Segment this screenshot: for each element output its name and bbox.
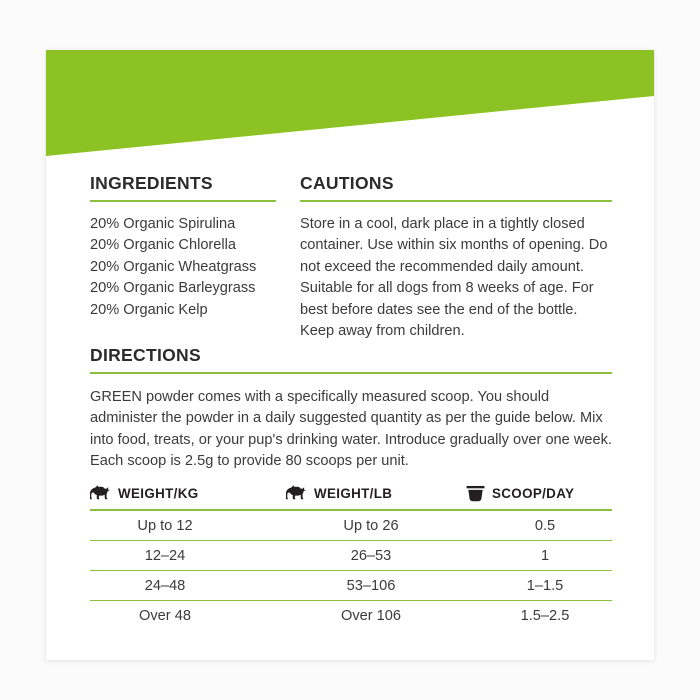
cell-weight-kg: Up to 12	[137, 517, 193, 534]
cell-scoop-day: 1	[540, 547, 550, 564]
dosage-table-wrapper	[90, 477, 612, 630]
dosage-table-body	[90, 510, 612, 630]
column-header-label: WEIGHT/KG	[118, 485, 199, 501]
cell-scoop-day: 0.5	[534, 517, 556, 534]
cell-weight-kg: 12–24	[144, 547, 186, 564]
cell-weight-lb: 26–53	[350, 547, 392, 564]
scoop-icon	[466, 485, 485, 502]
ingredients-heading: INGREDIENTS	[90, 173, 213, 193]
table-row	[90, 541, 612, 571]
cell-weight-lb: 53–106	[346, 577, 396, 594]
cell-weight-kg: Over 48	[139, 607, 191, 624]
dog-icon	[90, 485, 111, 501]
column-header-label: WEIGHT/LB	[314, 485, 393, 501]
green-diagonal-banner	[46, 50, 654, 162]
table-header-row	[90, 477, 612, 510]
product-label-card	[46, 50, 654, 660]
directions-section	[90, 347, 612, 473]
cautions-section	[300, 175, 612, 343]
dog-icon	[286, 485, 307, 501]
table-row	[90, 601, 612, 631]
cell-scoop-day: 1–1.5	[526, 577, 564, 594]
dosage-table	[90, 477, 612, 630]
ingredients-section	[90, 175, 276, 343]
column-header-weight-kg	[90, 477, 286, 510]
column-header-label: SCOOP/DAY	[492, 485, 575, 501]
cell-weight-lb: Over 106	[340, 607, 402, 624]
list-item: 20% Organic Wheatgrass	[90, 258, 257, 275]
column-header-scoop-day	[466, 477, 612, 510]
list-item: 20% Organic Barleygrass	[90, 280, 256, 296]
cell-weight-lb: Up to 26	[343, 517, 399, 534]
cell-weight-kg: 24–48	[144, 577, 186, 594]
cell-scoop-day: 1.5–2.5	[520, 607, 570, 624]
list-item: 20% Organic Kelp	[90, 301, 208, 318]
table-row	[90, 510, 612, 541]
list-item: 20% Organic Chlorella	[90, 237, 237, 253]
ingredients-list	[90, 202, 276, 322]
cautions-text: Store in a cool, dark place in a tightly closed container. Use within six months of opening. Do not exceed the recommended daily amount. Suitable for all dogs from 8 weeks of age. For best before dates see the end of the bottle. Keep away from children.	[300, 215, 608, 339]
column-header-weight-lb	[286, 477, 466, 510]
directions-text: GREEN powder comes with a specifically measured scoop. You should administer the powder in a daily suggested quantity as per the guide below. Mix into food, treats, or your pup's drinking water. Introduce gradually over one week. Each scoop is 2.5g to provide 80 scoops per unit.	[90, 388, 612, 469]
table-row	[90, 571, 612, 601]
two-column-block	[90, 175, 612, 343]
list-item: 20% Organic Spirulina	[90, 215, 236, 232]
directions-heading: DIRECTIONS	[90, 345, 201, 365]
cautions-heading: CAUTIONS	[300, 173, 394, 193]
